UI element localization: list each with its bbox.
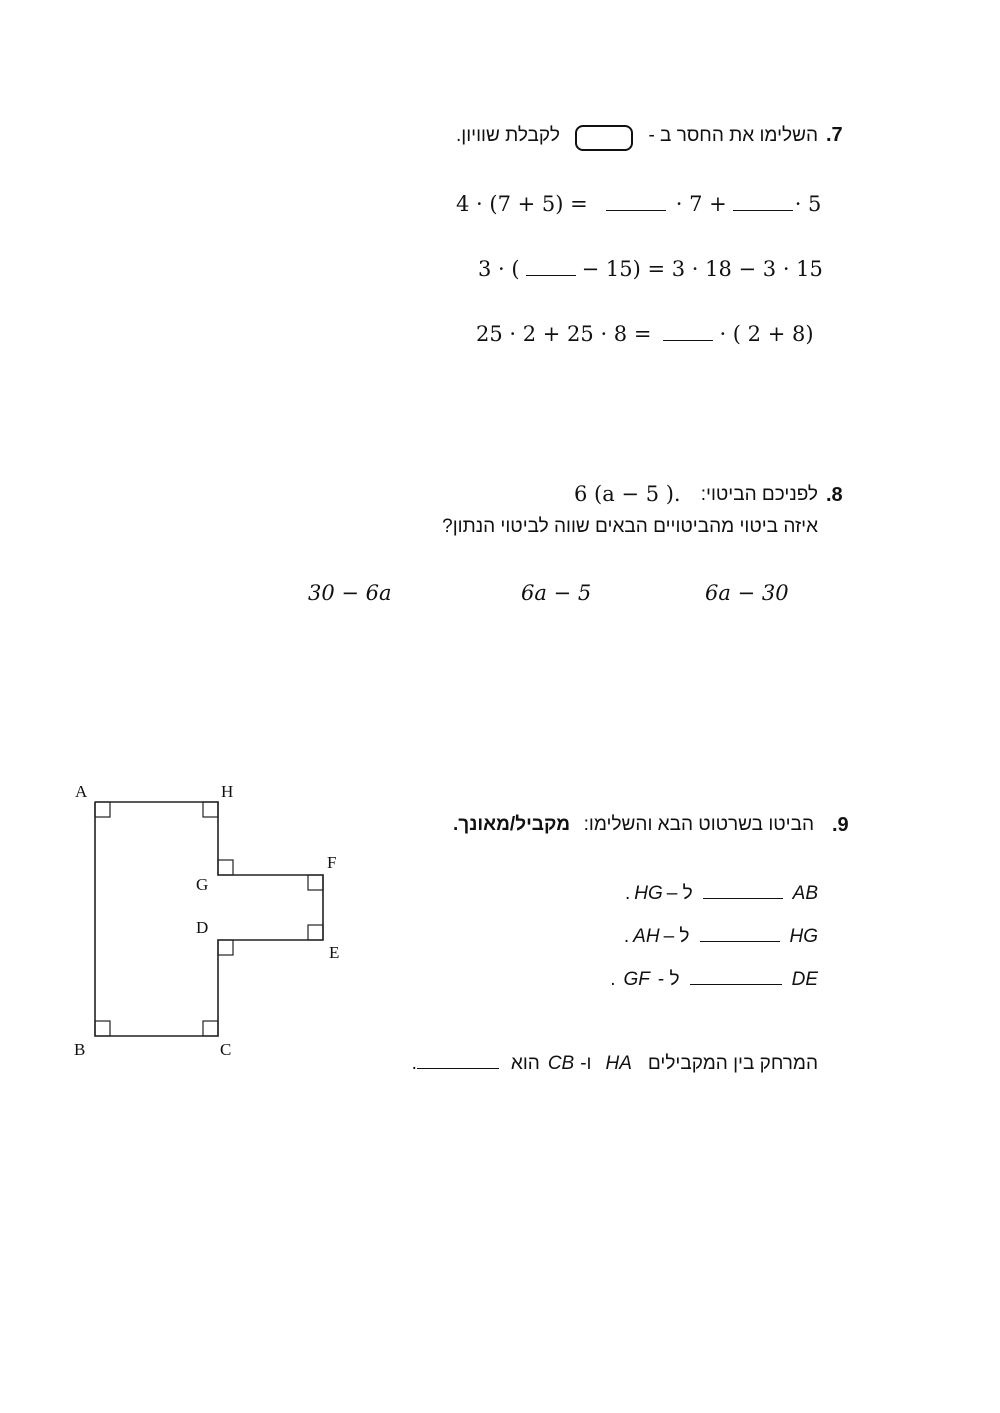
- label-C: C: [220, 1040, 232, 1059]
- right-angle-markers: [95, 802, 323, 1036]
- q9-row3-connector: ל -: [657, 968, 680, 990]
- q8-question: איזה ביטוי מהביטויים הבאים שווה לביטוי הנתון?: [442, 516, 818, 537]
- q9-seg2: CB: [547, 1052, 575, 1074]
- q9-row-1: [625, 877, 818, 905]
- q9-row2-first: HG: [789, 925, 818, 947]
- q7-eq1-blank-2[interactable]: [733, 187, 793, 211]
- q8-option-1[interactable]: 6a − 30: [705, 581, 789, 605]
- label-H: H: [221, 782, 234, 801]
- label-A: A: [75, 782, 88, 801]
- q7-instruction-tail: לקבלת שוויון.: [456, 125, 560, 146]
- geometry-figure: [60, 770, 360, 1070]
- q9-seg1: HA: [605, 1052, 632, 1074]
- right-angle-E: [308, 925, 323, 940]
- q9-row3-first: DE: [791, 968, 818, 990]
- q9-row1-first: AB: [792, 882, 818, 904]
- q7-answer-box-symbol: [575, 125, 633, 151]
- q7-eq1-right: · 5: [794, 192, 822, 217]
- label-G: G: [196, 875, 209, 894]
- q7-eq2-mid: − 15) = 3 · 18 − 3 · 15: [581, 257, 823, 282]
- q8-option-3[interactable]: 30 − 6a: [308, 581, 392, 605]
- right-angle-D: [218, 940, 233, 955]
- q9-row-3: [610, 963, 818, 991]
- label-F: F: [327, 853, 337, 872]
- q7-instruction: השלימו את החסר ב -: [648, 125, 818, 146]
- q7-eq1-blank-1[interactable]: [606, 187, 666, 211]
- q9-number: .9: [832, 814, 849, 836]
- q9-row2-connector: ל –: [663, 925, 690, 947]
- q9-row3-end: .: [610, 968, 616, 990]
- q9-row1-end: .: [624, 882, 631, 904]
- label-E: E: [329, 943, 340, 962]
- q9-instruction: הביטו בשרטוט הבא והשלימו:: [583, 814, 814, 835]
- q7-eq1-mid: · 7 +: [675, 192, 727, 217]
- q7-eq2-blank[interactable]: [526, 252, 576, 276]
- q7-eq3-blank[interactable]: [663, 317, 713, 341]
- q9-row1-connector: ל –: [666, 882, 693, 904]
- q7-eq2-left: 3 · (: [478, 257, 520, 282]
- q7-equation-2: [478, 252, 823, 281]
- label-B: B: [74, 1040, 86, 1059]
- q9-row1-second: HG: [634, 882, 663, 904]
- figure-outline: [95, 802, 323, 1036]
- q8-intro: לפניכם הביטוי:: [700, 484, 818, 505]
- q9-is-word: הוא: [510, 1052, 540, 1074]
- q8-expression: 6 (a − 5 ).: [574, 482, 681, 506]
- q9-conj: ו-: [580, 1052, 592, 1074]
- q9-distance-question: [412, 1047, 818, 1075]
- q7-eq3-right: · ( 2 + 8): [719, 322, 814, 347]
- q7-equation-3: [476, 317, 814, 346]
- right-angle-A: [95, 802, 110, 817]
- q9-row1-blank[interactable]: [703, 877, 783, 899]
- q7-eq1-left: 4 · (7 + 5) =: [456, 192, 588, 217]
- right-angle-B: [95, 1021, 110, 1036]
- right-angle-F: [308, 875, 323, 890]
- q9-row3-second: GF: [623, 968, 650, 990]
- q7-number: .7: [826, 124, 843, 146]
- right-angle-G: [218, 860, 233, 875]
- q9-instruction-bold: מקביל/מאונך.: [453, 814, 570, 835]
- label-D: D: [196, 918, 209, 937]
- q8-number: .8: [826, 484, 843, 506]
- q9-distance-prefix: המרחק בין המקבילים: [647, 1052, 818, 1074]
- q8-option-2[interactable]: 6a − 5: [521, 581, 592, 605]
- q9-row2-second: AH: [633, 925, 660, 947]
- right-angle-H: [203, 802, 218, 817]
- right-angle-C: [203, 1021, 218, 1036]
- q9-distance-blank[interactable]: [417, 1047, 499, 1069]
- q9-row2-blank[interactable]: [700, 920, 780, 942]
- q9-row3-blank[interactable]: [690, 963, 782, 985]
- q7-eq3-left: 25 · 2 + 25 · 8 =: [476, 322, 652, 347]
- q7-equation-1: [456, 187, 821, 216]
- q9-distance-end: .: [411, 1052, 417, 1074]
- q9-row2-end: .: [623, 925, 630, 947]
- q9-row-2: [624, 920, 818, 948]
